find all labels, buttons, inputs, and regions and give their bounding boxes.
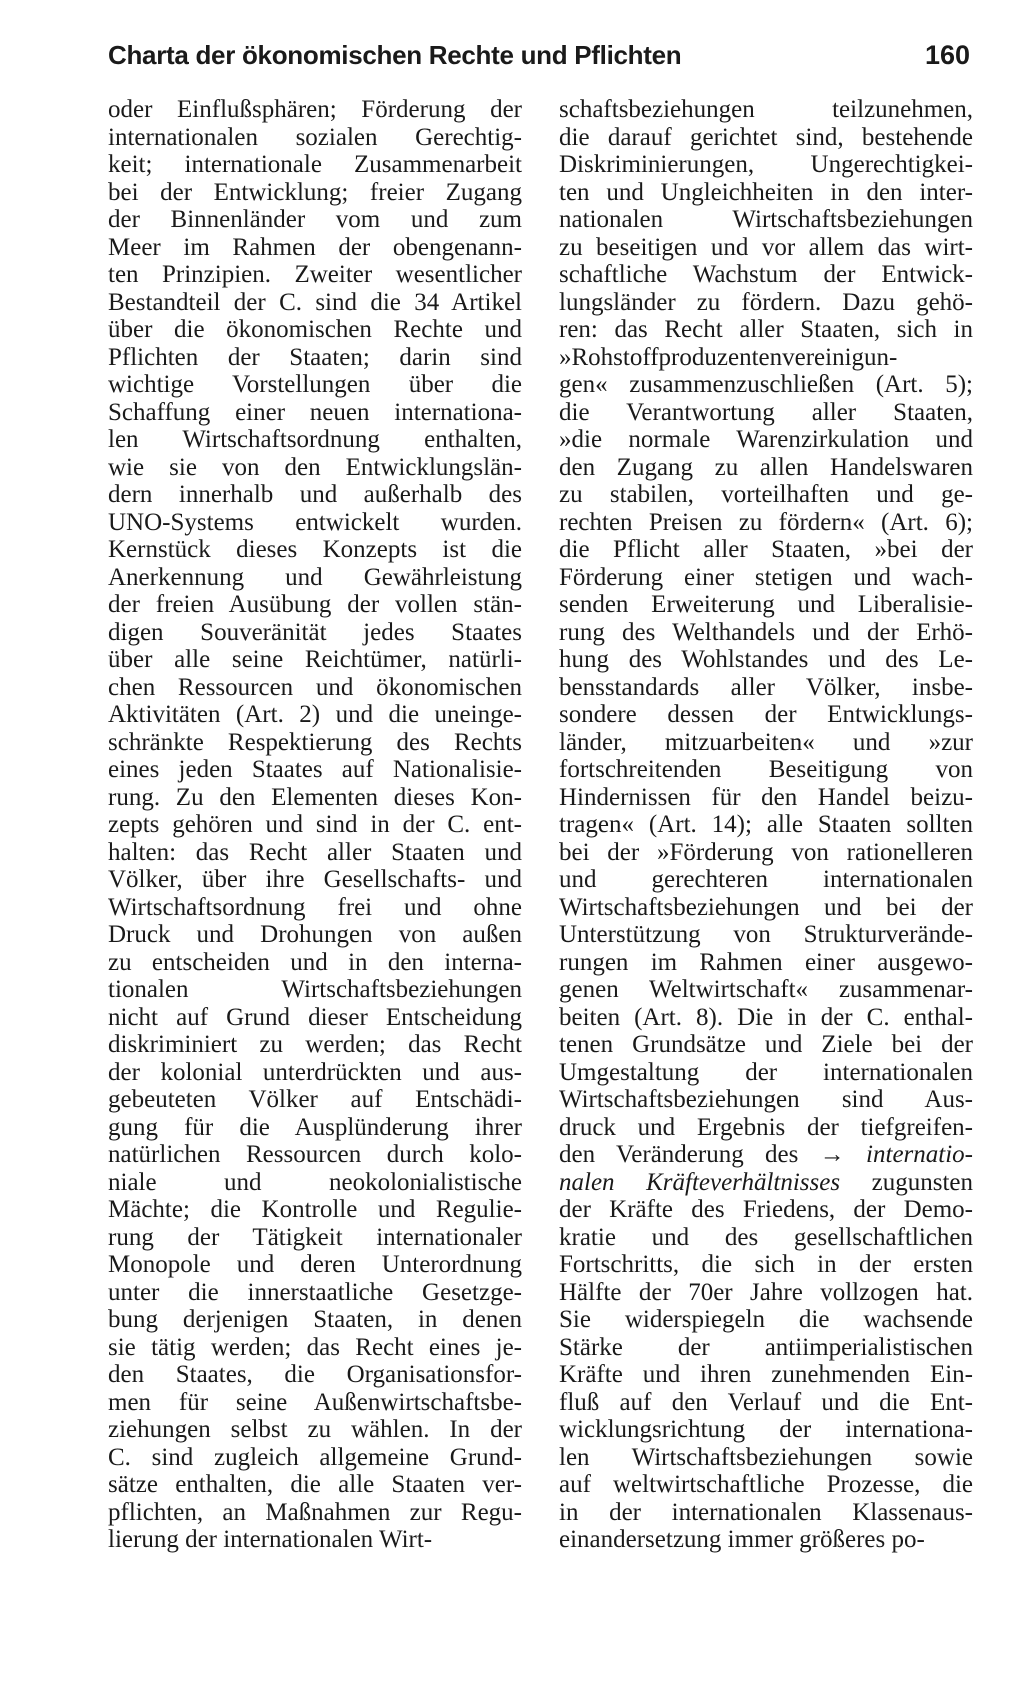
text-line: Wirtschaftsbeziehungen und bei der: [559, 893, 973, 921]
text-line: rung des Welthandels und der Erhö-: [559, 618, 973, 646]
text-line: den Veränderung des → internatio-: [559, 1141, 973, 1168]
page-number: 160: [924, 40, 970, 70]
text-line: wichtige Vorstellungen über die: [108, 371, 522, 398]
text-line: zu entscheiden und in den interna-: [108, 948, 522, 976]
text-line: schaftsbeziehungen teilzunehmen,: [559, 96, 973, 123]
text-line: rung der Tätigkeit internationaler: [108, 1223, 522, 1251]
text-line: fluß auf den Verlauf und die Ent-: [559, 1388, 973, 1416]
text-line: Bestandteil der C. sind die 34 Artikel: [108, 288, 522, 316]
text-line: kratie und des gesellschaftlichen: [559, 1223, 973, 1251]
text-line: den Staates, die Organisationsfor-: [108, 1361, 522, 1388]
text-line: Wirtschaftsbeziehungen sind Aus-: [559, 1086, 973, 1113]
text-line: gung für die Ausplünderung ihrer: [108, 1113, 522, 1141]
text-line: wie sie von den Entwicklungslän-: [108, 453, 522, 481]
text-line: nalen Kräfteverhältnisses zugunsten: [559, 1168, 973, 1196]
text-line: men für seine Außenwirtschaftsbe-: [108, 1388, 522, 1416]
text-line: halten: das Recht aller Staaten und: [108, 838, 522, 866]
text-line: bei der Entwicklung; freier Zugang: [108, 178, 522, 206]
text-line: niale und neokolonialistische: [108, 1168, 522, 1196]
text-line: len Wirtschaftsbeziehungen sowie: [559, 1443, 973, 1471]
text-line: Mächte; die Kontrolle und Regulie-: [108, 1196, 522, 1223]
text-line: länder, mitzuarbeiten« und »zur: [559, 728, 973, 756]
text-line: fortschreitenden Beseitigung von: [559, 756, 973, 783]
text-line: druck und Ergebnis der tiefgreifen-: [559, 1113, 973, 1141]
text-line: hung des Wohlstandes und des Le-: [559, 646, 973, 673]
text-line: Meer im Rahmen der obengenann-: [108, 233, 522, 261]
text-line: sondere dessen der Entwicklungs-: [559, 701, 973, 728]
text-line: ten Prinzipien. Zweiter wesentlicher: [108, 261, 522, 288]
text-line: sie tätig werden; das Recht eines je-: [108, 1333, 522, 1361]
text-line: Fortschritts, die sich in der ersten: [559, 1251, 973, 1278]
page-header: [108, 40, 970, 80]
text-line: tionalen Wirtschaftsbeziehungen: [108, 976, 522, 1003]
text-line: Aktivitäten (Art. 2) und die uneinge-: [108, 701, 522, 728]
text-line: ziehungen selbst zu wählen. In der: [108, 1416, 522, 1443]
text-line: die darauf gerichtet sind, bestehende: [559, 123, 973, 151]
text-line: und gerechteren internationalen: [559, 866, 973, 893]
text-line: Unterstützung von Strukturverände-: [559, 921, 973, 948]
text-line: Sie widerspiegeln die wachsende: [559, 1306, 973, 1333]
text-line: lierung der internationalen Wirt-: [108, 1526, 433, 1553]
text-line: über die ökonomischen Rechte und: [108, 316, 522, 343]
text-line: Pflichten der Staaten; darin sind: [108, 343, 522, 371]
text-line: Völker, über ihre Gesellschafts- und: [108, 866, 522, 893]
text-line: gen« zusammenzuschließen (Art. 5);: [559, 371, 973, 398]
text-line: genen Weltwirtschaft« zusammenar-: [559, 976, 973, 1003]
text-line: C. sind zugleich allgemeine Grund-: [108, 1443, 522, 1471]
text-line: schaftliche Wachstum der Entwick-: [559, 261, 973, 288]
text-line: Wirtschaftsordnung frei und ohne: [108, 893, 522, 921]
text-line: unter die innerstaatliche Gesetzge-: [108, 1278, 522, 1306]
text-line: ten und Ungleichheiten in den inter-: [559, 178, 973, 206]
text-line: ren: das Recht aller Staaten, sich in: [559, 316, 973, 343]
text-line: bei der »Förderung von rationelleren: [559, 838, 973, 866]
text-line: der freien Ausübung der vollen stän-: [108, 591, 522, 618]
text-line: len Wirtschaftsordnung enthalten,: [108, 426, 522, 453]
text-line: lungsländer zu fördern. Dazu gehö-: [559, 288, 973, 316]
text-column-right: [559, 96, 973, 1554]
text-line: natürlichen Ressourcen durch kolo-: [108, 1141, 522, 1168]
text-line: wicklungsrichtung der internationa-: [559, 1416, 973, 1443]
text-line: »Rohstoffproduzentenvereinigun-: [559, 343, 898, 371]
text-line: nicht auf Grund dieser Entscheidung: [108, 1003, 522, 1031]
text-line: rechten Preisen zu fördern« (Art. 6);: [559, 508, 973, 536]
text-line: der kolonial unterdrückten und aus-: [108, 1058, 522, 1086]
text-line: rungen im Rahmen einer ausgewo-: [559, 948, 973, 976]
text-line: Kernstück dieses Konzepts ist die: [108, 536, 522, 563]
text-line: tenen Grundsätze und Ziele bei der: [559, 1031, 973, 1058]
text-line: Druck und Drohungen von außen: [108, 921, 522, 948]
text-line: die Verantwortung aller Staaten,: [559, 398, 973, 426]
text-line: auf weltwirtschaftliche Prozesse, die: [559, 1471, 973, 1498]
text-line: in der internationalen Klassenaus-: [559, 1498, 973, 1526]
text-line: bung derjenigen Staaten, in denen: [108, 1306, 522, 1333]
text-line: rung. Zu den Elementen dieses Kon-: [108, 783, 522, 811]
text-line: Förderung einer stetigen und wach-: [559, 563, 973, 591]
running-title: Charta der ökonomischen Rechte und Pflichten: [108, 40, 682, 70]
text-line: zu beseitigen und vor allem das wirt-: [559, 233, 973, 261]
text-line: zepts gehören und sind in der C. ent-: [108, 811, 522, 838]
text-column-left: [108, 96, 522, 1554]
text-line: zu stabilen, vorteilhaften und ge-: [559, 481, 973, 508]
text-line: Stärke der antiimperialistischen: [559, 1333, 973, 1361]
text-line: Hälfte der 70er Jahre vollzogen hat.: [559, 1278, 973, 1306]
text-line: pflichten, an Maßnahmen zur Regu-: [108, 1498, 522, 1526]
text-line: eines jeden Staates auf Nationalisie-: [108, 756, 522, 783]
text-line: über alle seine Reichtümer, natürli-: [108, 646, 522, 673]
text-line: »die normale Warenzirkulation und: [559, 426, 973, 453]
text-line: senden Erweiterung und Liberalisie-: [559, 591, 973, 618]
text-line: Kräfte und ihren zunehmenden Ein-: [559, 1361, 973, 1388]
text-line: schränkte Respektierung des Rechts: [108, 728, 522, 756]
text-line: tragen« (Art. 14); alle Staaten sollten: [559, 811, 973, 838]
text-line: bensstandards aller Völker, insbe-: [559, 673, 973, 701]
text-line: Hindernissen für den Handel beizu-: [559, 783, 973, 811]
text-line: diskriminiert zu werden; das Recht: [108, 1031, 522, 1058]
text-line: Diskriminierungen, Ungerechtigkei-: [559, 151, 973, 178]
text-line: nationalen Wirtschaftsbeziehungen: [559, 206, 973, 233]
text-line: den Zugang zu allen Handelswaren: [559, 453, 973, 481]
text-line: Anerkennung und Gewährleistung: [108, 563, 522, 591]
text-line: gebeuteten Völker auf Entschädi-: [108, 1086, 522, 1113]
text-line: beiten (Art. 8). Die in der C. enthal-: [559, 1003, 973, 1031]
text-line: Monopole und deren Unterordnung: [108, 1251, 522, 1278]
text-line: die Pflicht aller Staaten, »bei der: [559, 536, 973, 563]
text-line: Schaffung einer neuen internationa-: [108, 398, 522, 426]
text-line: internationalen sozialen Gerechtig-: [108, 123, 522, 151]
text-line: digen Souveränität jedes Staates: [108, 618, 522, 646]
text-line: Umgestaltung der internationalen: [559, 1058, 973, 1086]
text-line: der Kräfte des Friedens, der Demo-: [559, 1196, 973, 1223]
text-line: der Binnenländer vom und zum: [108, 206, 522, 233]
text-line: UNO-Systems entwickelt wurden.: [108, 508, 522, 536]
text-line: chen Ressourcen und ökonomischen: [108, 673, 522, 701]
text-line: keit; internationale Zusammenarbeit: [108, 151, 522, 178]
text-line: sätze enthalten, die alle Staaten ver-: [108, 1471, 522, 1498]
text-line: einandersetzung immer größeres po-: [559, 1526, 925, 1553]
text-line: dern innerhalb und außerhalb des: [108, 481, 522, 508]
text-line: oder Einflußsphären; Förderung der: [108, 96, 522, 123]
